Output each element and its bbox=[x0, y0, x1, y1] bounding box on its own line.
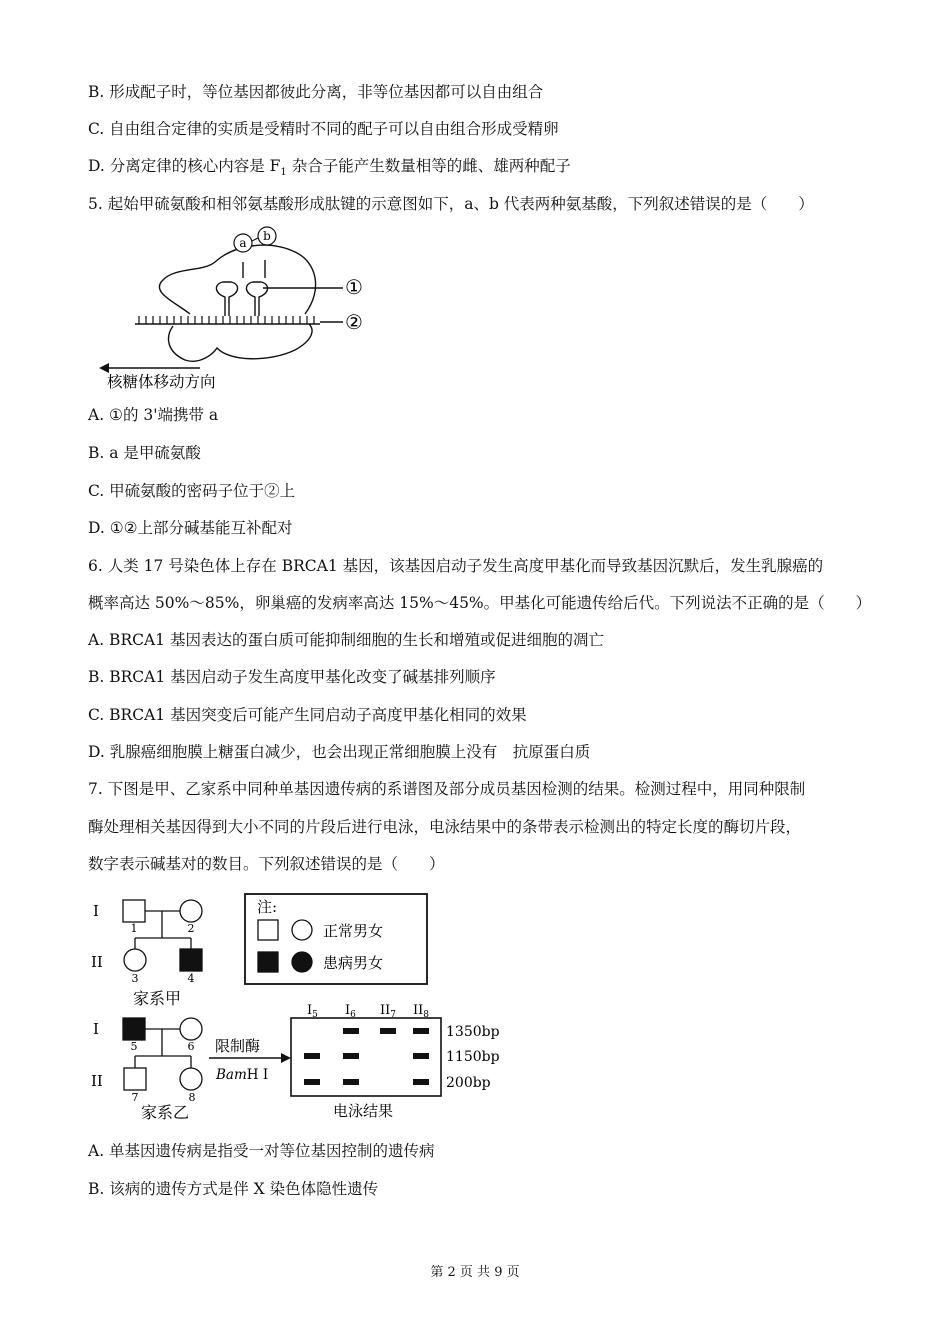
q5-option-c: C. 甲硫氨酸的密码子位于②上 bbox=[88, 482, 296, 500]
member-8: 8 bbox=[188, 1091, 196, 1104]
q7-stem-line1: 7. 下图是甲、乙家系中同种单基因遗传病的系谱图及部分成员基因检测的结果。检测过程中，用同种限制 bbox=[88, 780, 806, 798]
family-a-caption: 家系甲 bbox=[133, 989, 182, 1008]
legend-title: 注: bbox=[257, 898, 278, 916]
member-1: 1 bbox=[130, 922, 138, 935]
q4-option-c: C. 自由组合定律的实质是受精时不同的配子可以自由组合形成受精卵 bbox=[88, 120, 559, 138]
q6-option-c: C. BRCA1 基因突变后可能产生同启动子高度甲基化相同的效果 bbox=[88, 706, 527, 724]
family-b-I5-affected-male bbox=[123, 1018, 145, 1040]
family-b-II8-normal-female bbox=[180, 1068, 202, 1090]
q5-stem: 5. 起始甲硫氨酸和相邻氨基酸形成肽键的示意图如下，a、b 代表两种氨基酸，下列叙述错误的是（ ） bbox=[88, 195, 814, 213]
lane-II7: $II_7$ bbox=[380, 1003, 397, 1020]
q6-option-b: B. BRCA1 基因启动子发生高度甲基化改变了碱基排列顺序 bbox=[88, 668, 496, 686]
q4-option-d bbox=[88, 156, 571, 179]
member-5: 5 bbox=[130, 1040, 138, 1053]
ribosome-large-subunit bbox=[159, 245, 315, 314]
gel-caption: 电泳结果 bbox=[333, 1102, 394, 1120]
q4-option-d-post: 杂合子能产生数量相等的雌、雄两种配子 bbox=[286, 157, 571, 175]
legend-normal-male-icon bbox=[258, 920, 278, 940]
member-2: 2 bbox=[187, 922, 195, 935]
lane-I5: $I_5$ bbox=[307, 1003, 318, 1020]
legend-affected-male-icon bbox=[258, 952, 278, 972]
legend-affected-label: 患病男女 bbox=[323, 954, 384, 972]
page-footer: 第 2 页 共 9 页 bbox=[430, 1265, 520, 1280]
trna-1 bbox=[216, 282, 237, 316]
ribosome-direction-caption: 核糖体移动方向 bbox=[107, 373, 216, 391]
q4-option-d-sub: 1 bbox=[280, 167, 287, 179]
trna-2 bbox=[246, 282, 267, 316]
legend-affected-female-icon bbox=[292, 952, 312, 972]
band-I5-1150 bbox=[304, 1053, 320, 1059]
q4-option-d-pre: D. 分离定律的核心内容是 F bbox=[88, 157, 281, 175]
q6-stem-line2: 概率高达 50%～85%，卵巢癌的发病率高达 15%～45%。甲基化可能遗传给后代。下列说法不正确的是（ ） bbox=[88, 594, 872, 612]
band-I5-200 bbox=[304, 1079, 320, 1085]
family-a-gen-II: II bbox=[91, 953, 103, 971]
band-label-1150: 1150bp bbox=[446, 1049, 500, 1065]
family-a-gen-I: I bbox=[93, 902, 99, 920]
ribosome-figure bbox=[95, 222, 385, 394]
amino-acid-b-label: b bbox=[263, 229, 271, 243]
q6-option-a: A. BRCA1 基因表达的蛋白质可能抑制细胞的生长和增殖或促进细胞的凋亡 bbox=[88, 631, 604, 649]
member-7: 7 bbox=[131, 1091, 139, 1104]
enzyme-name-italic: Bam bbox=[216, 1067, 247, 1083]
band-I6-200 bbox=[343, 1079, 359, 1085]
member-4: 4 bbox=[187, 972, 195, 985]
q7-stem-line3: 数字表示碱基对的数目。下列叙述错误的是（ ） bbox=[88, 855, 445, 873]
family-a-I1-normal-male bbox=[123, 900, 145, 922]
q7-stem-line2: 酶处理相关基因得到大小不同的片段后进行电泳，电泳结果中的条带表示检测出的特定长度的酶切片段， bbox=[88, 818, 802, 836]
enzyme-label: 限制酶 bbox=[215, 1037, 261, 1055]
band-I6-1150 bbox=[343, 1053, 359, 1059]
family-b-I6-normal-female bbox=[180, 1018, 202, 1040]
lane-I6: $I_6$ bbox=[345, 1003, 356, 1020]
family-a-II4-affected-male bbox=[180, 949, 202, 971]
mrna-ticks bbox=[139, 316, 314, 324]
legend-normal-label: 正常男女 bbox=[323, 922, 384, 940]
enzyme-name-rest: H I bbox=[246, 1067, 269, 1083]
amino-acid-a-label: a bbox=[239, 236, 247, 250]
band-II8-1150 bbox=[413, 1053, 429, 1059]
enzyme-name bbox=[215, 1067, 268, 1083]
ribosome-small-subunit bbox=[169, 324, 313, 361]
gel-bands bbox=[304, 1028, 429, 1085]
enzyme-arrowhead bbox=[281, 1053, 291, 1063]
family-a-I2-normal-female bbox=[180, 900, 202, 922]
family-b-gen-I: I bbox=[93, 1020, 99, 1038]
member-6: 6 bbox=[187, 1040, 195, 1053]
member-3: 3 bbox=[131, 972, 139, 985]
band-II7-1350 bbox=[380, 1028, 396, 1034]
legend-normal-female-icon bbox=[292, 920, 312, 940]
band-II8-200 bbox=[413, 1079, 429, 1085]
label-1: ① bbox=[345, 275, 363, 299]
q7-option-a: A. 单基因遗传病是指受一对等位基因控制的遗传病 bbox=[88, 1142, 435, 1160]
band-label-200: 200bp bbox=[446, 1075, 491, 1091]
q4-option-b: B. 形成配子时，等位基因都彼此分离，非等位基因都可以自由组合 bbox=[88, 83, 544, 101]
q5-option-b: B. a 是甲硫氨酸 bbox=[88, 444, 201, 462]
q6-stem-line1: 6. 人类 17 号染色体上存在 BRCA1 基因，该基因启动子发生高度甲基化而导致基因沉默后，发生乳腺癌的 bbox=[88, 557, 824, 575]
q7-option-b: B. 该病的遗传方式是伴 X 染色体隐性遗传 bbox=[88, 1180, 379, 1198]
lane-II8: $II_8$ bbox=[413, 1003, 430, 1020]
family-b-II7-normal-male bbox=[124, 1068, 146, 1090]
label-2: ② bbox=[345, 310, 363, 334]
q5-option-a: A. ①的 3'端携带 a bbox=[88, 406, 219, 424]
band-II8-1350 bbox=[413, 1028, 429, 1034]
q5-option-d: D. ①②上部分碱基能互补配对 bbox=[88, 519, 293, 537]
family-b-gen-II: II bbox=[91, 1072, 103, 1090]
pedigree-figure bbox=[85, 890, 515, 1122]
band-label-1350: 1350bp bbox=[446, 1024, 500, 1040]
family-a-II3-normal-female bbox=[124, 949, 146, 971]
q6-option-d: D. 乳腺癌细胞膜上糖蛋白减少，也会出现正常细胞膜上没有 抗原蛋白质 bbox=[88, 743, 591, 761]
band-I6-1350 bbox=[343, 1028, 359, 1034]
family-b-caption: 家系乙 bbox=[141, 1103, 190, 1122]
direction-arrowhead bbox=[99, 363, 109, 373]
